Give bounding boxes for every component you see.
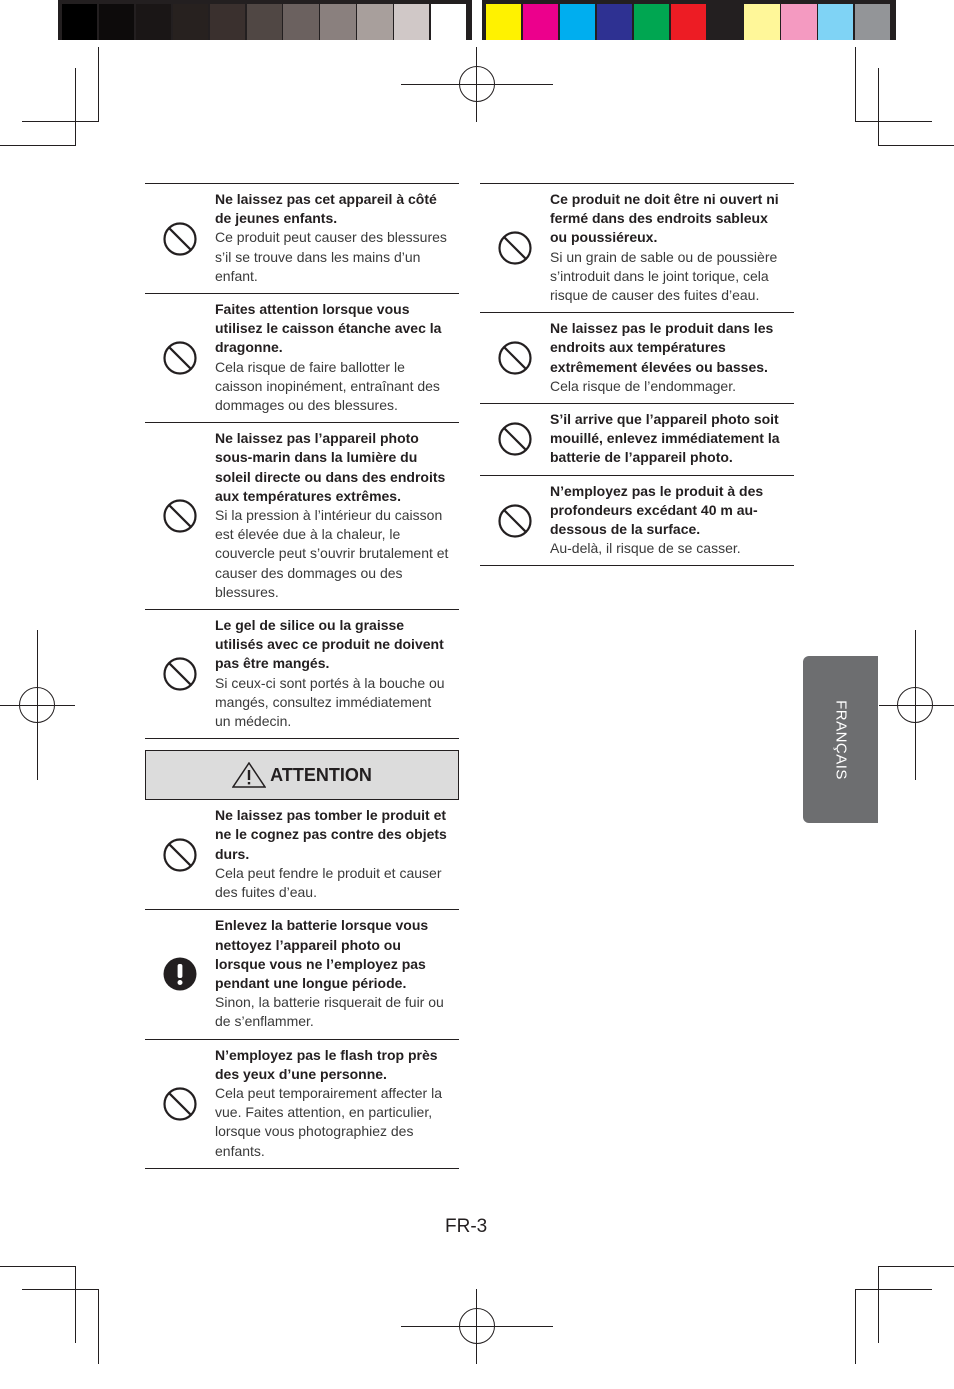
warning-item [145, 422, 459, 609]
warning-item [480, 403, 794, 475]
crop-mark [0, 145, 76, 146]
crop-mark [855, 121, 932, 122]
color-swatch [707, 4, 742, 40]
warning-item [145, 183, 459, 293]
warning-body: Cela risque de faire ballotter le caisson inopinément, entraînant des dommages ou des blessures. [215, 358, 440, 414]
color-swatch [744, 4, 779, 40]
prohibited-icon [145, 610, 215, 738]
registration-circle [459, 1308, 495, 1344]
crop-mark [75, 1266, 76, 1343]
warning-item [480, 475, 794, 567]
warning-item [145, 609, 459, 739]
warning-text [215, 1040, 449, 1168]
color-swatch [597, 4, 632, 40]
warning-title: Enlevez la batterie lorsque vous nettoyez l’appareil photo ou lorsque vous ne l’employez pas pendant une longue période. [215, 917, 429, 991]
warning-item [145, 909, 459, 1038]
warning-title: Ne laissez pas l’appareil photo sous-marin dans la lumière du soleil directe ou dans des endroits aux températures extrêmes. [215, 430, 446, 504]
warning-title: Faites attention lorsque vous utilisez le caisson étanche avec la dragonne. [215, 301, 442, 356]
crop-mark [855, 47, 856, 122]
warning-list [145, 183, 459, 739]
color-swatch [62, 4, 97, 40]
warning-list [480, 183, 794, 566]
color-swatch [173, 4, 208, 40]
crop-mark [878, 1266, 954, 1267]
color-swatch [247, 4, 282, 40]
warning-title: Le gel de silice ou la graisse utilisés avec ce produit ne doivent pas être mangés. [215, 617, 444, 672]
warning-text [215, 184, 449, 293]
color-swatch [818, 4, 853, 40]
prohibited-icon [145, 1040, 215, 1168]
warning-body: Cela peut temporairement affecter la vue. Faites attention, en particulier, lorsque vous photographiez des enfants. [215, 1084, 442, 1159]
crop-mark [878, 1266, 879, 1343]
caution-list [145, 800, 459, 1168]
color-swatch [781, 4, 816, 40]
warning-body: Au-delà, il risque de se casser. [550, 540, 741, 557]
color-swatch [671, 4, 706, 40]
warning-body: Cela peut fendre le produit et causer des fuites d’eau. [215, 864, 442, 901]
color-swatch [431, 4, 466, 40]
color-swatch [560, 4, 595, 40]
language-tab [803, 656, 878, 823]
gray-calibration-bar [58, 0, 472, 40]
right-column [480, 183, 794, 566]
color-swatch [320, 4, 355, 40]
page-number: FR-3 [445, 1216, 488, 1237]
color-swatch [210, 4, 245, 40]
prohibited-icon [145, 423, 215, 609]
crop-mark [22, 121, 99, 122]
registration-circle [19, 687, 55, 723]
warning-title: Ne laissez pas le produit dans les endroits aux températures extrêmement élevées ou basses. [550, 320, 774, 375]
prohibited-icon [145, 294, 215, 422]
warning-text [215, 800, 449, 909]
warning-text [550, 313, 784, 403]
warning-text [215, 910, 449, 1038]
attention-banner [145, 750, 459, 800]
registration-circle [897, 687, 933, 723]
crop-mark [98, 47, 99, 122]
warning-item [145, 800, 459, 909]
color-swatch [357, 4, 392, 40]
crop-mark [878, 68, 879, 145]
warning-text [215, 610, 449, 738]
prohibited-icon [480, 476, 550, 566]
crop-mark [0, 1266, 76, 1267]
warning-body: Si un grain de sable ou de poussière s’introduit dans le joint torique, cela risque de causer des fuites d’eau. [550, 248, 778, 304]
crop-mark [75, 68, 76, 145]
registration-circle [459, 66, 495, 102]
color-swatch [283, 4, 318, 40]
warning-item [145, 293, 459, 422]
warning-title: N’employez pas le produit à des profondeurs excédant 40 m au-dessous de la surface. [550, 482, 764, 538]
prohibited-icon [145, 800, 215, 909]
prohibited-icon [480, 404, 550, 475]
warning-body: Si ceux-ci sont portés à la bouche ou mangés, consultez immédiatement un médecin. [215, 674, 445, 730]
warning-text [215, 294, 449, 422]
prohibited-icon [480, 313, 550, 403]
color-swatch [394, 4, 429, 40]
warning-title: Ne laissez pas cet appareil à côté de jeunes enfants. [215, 191, 437, 227]
color-swatch [523, 4, 558, 40]
warning-item [480, 183, 794, 312]
color-calibration-bar [482, 0, 896, 40]
language-tab-label: FRANÇAIS [832, 699, 849, 780]
warning-body: Ce produit peut causer des blessures s’il se trouve dans les mains d’un enfant. [215, 229, 447, 284]
warning-item [145, 1039, 459, 1169]
color-swatch [855, 4, 890, 40]
warning-title: N’employez pas le flash trop près des yeux d’une personne. [215, 1046, 438, 1082]
crop-mark [855, 1289, 856, 1364]
color-swatch [136, 4, 171, 40]
crop-mark [855, 1289, 932, 1290]
prohibited-icon [145, 184, 215, 293]
warning-body: Sinon, la batterie risquerait de fuir ou de s’enflammer. [215, 994, 444, 1030]
warning-text [550, 184, 784, 312]
warning-title: Ce produit ne doit être ni ouvert ni fermé dans des endroits sableux ou poussiéreux. [550, 191, 779, 246]
warning-item [480, 312, 794, 403]
warning-body: Cela risque de l’endommager. [550, 377, 736, 394]
crop-mark [878, 145, 954, 146]
color-swatch [486, 4, 521, 40]
color-swatch [634, 4, 669, 40]
warning-title: Ne laissez pas tomber le produit et ne le cognez pas contre des objets durs. [215, 807, 447, 862]
crop-mark [98, 1289, 99, 1364]
warning-text [550, 404, 784, 475]
warning-body: Si la pression à l’intérieur du caisson est élevée due à la chaleur, le couvercle peut s’ouvrir brutalement et causer des dommages ou des blessures. [215, 507, 449, 600]
color-swatch [99, 4, 134, 40]
warning-title: S’il arrive que l’appareil photo soit mouillé, enlevez immédiatement la batterie de l’appareil photo. [550, 411, 780, 466]
warning-triangle-icon [232, 762, 266, 788]
warning-text [215, 423, 449, 609]
attention-label: ATTENTION [270, 764, 372, 785]
crop-mark [22, 1289, 99, 1290]
mandatory-icon [145, 910, 215, 1038]
prohibited-icon [480, 184, 550, 312]
left-column [145, 183, 459, 1169]
warning-text [550, 476, 784, 566]
